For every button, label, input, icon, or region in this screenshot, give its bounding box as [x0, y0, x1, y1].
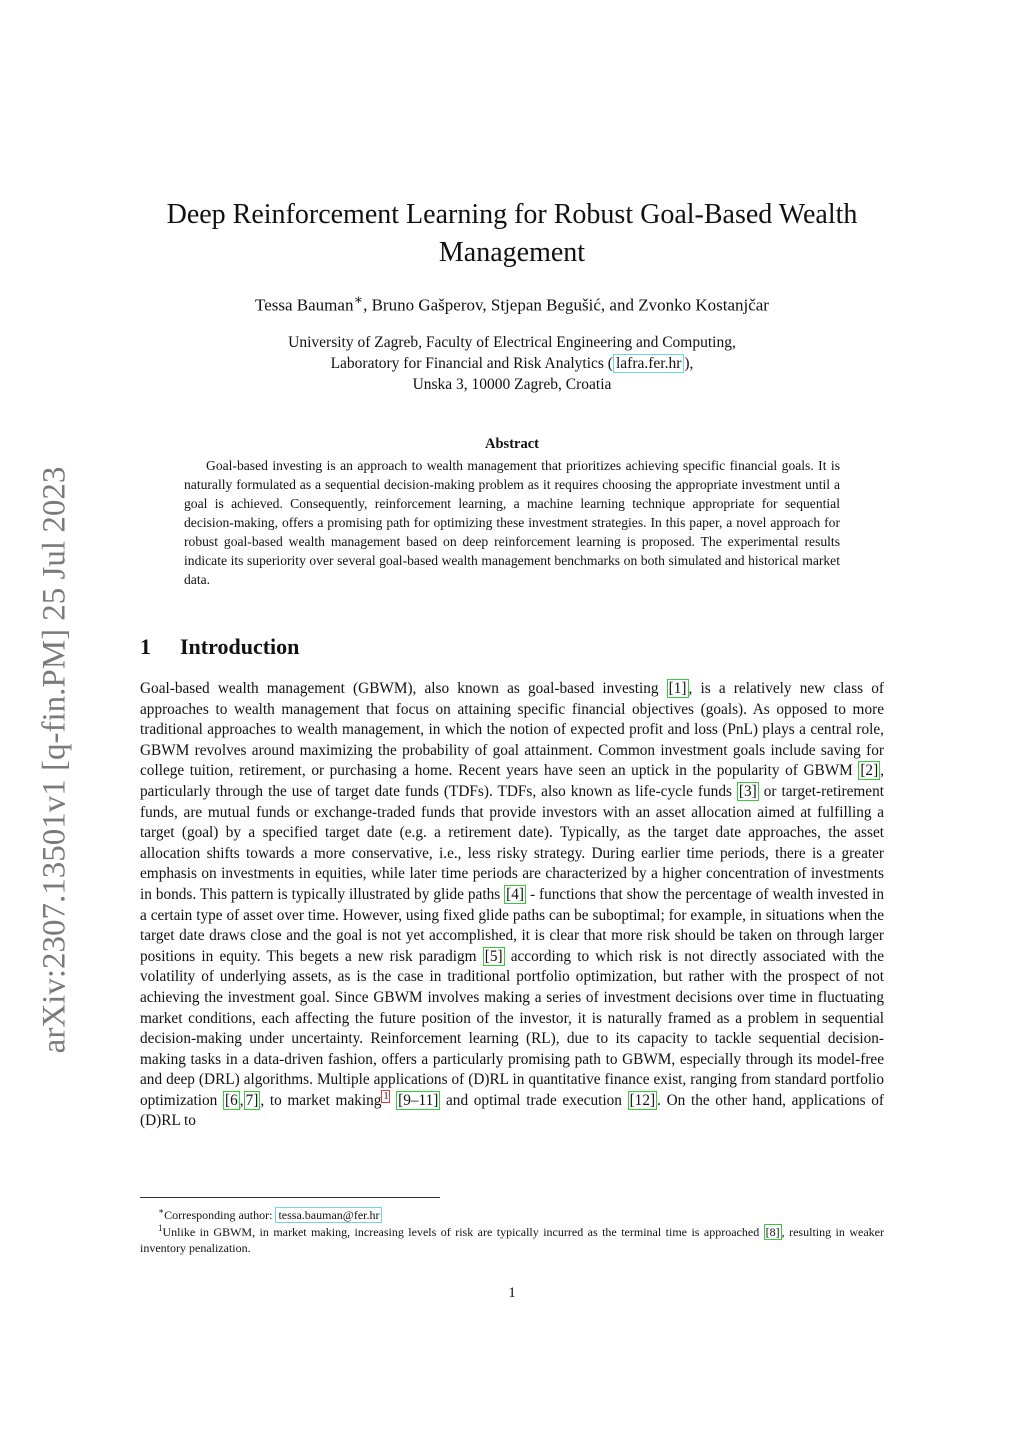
text-run: , particularly through the use of target date funds (TDFs). TDFs, also known as life-cycle funds: [140, 762, 884, 800]
affiliation-line-3: Unska 3, 10000 Zagreb, Croatia: [412, 376, 612, 393]
lab-website-link[interactable]: lafra.fer.hr: [613, 354, 684, 373]
citation-link[interactable]: [1]: [668, 680, 687, 697]
text-run: - functions that show the percentage of wealth invested in a certain type of asset over time. However, using fixed glide paths can be suboptimal; for example, in situations when the target date draws close and the goal is not yet accomplished, it is clear that more risk should be taken on through larger positions in equity. This begets a new risk paradigm: [140, 885, 884, 965]
citation-link[interactable]: 7]: [245, 1091, 259, 1109]
affiliation-line-1: University of Zagreb, Faculty of Electrical Engineering and Computing,: [288, 334, 736, 351]
text-run: ,: [239, 1091, 244, 1109]
footnote-divider: [140, 1197, 440, 1198]
footnote-link[interactable]: 1: [383, 1090, 389, 1102]
page-number: 1: [508, 1285, 516, 1301]
text-run: according to which risk is not directly associated with the volatility of underlying assets, as is the case in traditional portfolio optimization, but rather with the prospect of not achieving the investment goal. Since GBWM involves making a series of investment decisions over time in fluctuating market conditions, each affecting the future position of the investor, it is naturally framed as a problem in sequential decision-making under uncertainty. Reinforcement learning (RL), due to its capacity to tackle sequential decision-making tasks in a data-driven fashion, offers a particularly promising path to GBWM, especially through its model-free and deep (DRL) algorithms. Multiple applications of (D)RL in quantitative finance exist, ranging from standard portfolio optimization: [140, 947, 884, 1109]
abstract-text: Goal-based investing is an approach to wealth management that prioritizes achieving specific financial goals. It is naturally formulated as a sequential decision-making problem as it requires choosing the appropriate investment until a goal is achieved. Consequently, reinforcement learning, a machine learning technique appropriate for sequential decision-making, offers a promising path for optimizing these investment strategies. In this paper, a novel approach for robust goal-based wealth management based on deep reinforcement learning is proposed. The experimental results indicate its superiority over several goal-based wealth management benchmarks on both simulated and historical market data.: [184, 458, 840, 587]
paper-title: Deep Reinforcement Learning for Robust Goal-Based Wealth Management: [166, 199, 858, 268]
affiliation-punct: ),: [684, 355, 694, 372]
footnote-1: [140, 1220, 884, 1256]
introduction-paragraph: [140, 679, 884, 1132]
citation-link[interactable]: [8]: [765, 1225, 780, 1239]
citation-link[interactable]: [3]: [738, 782, 757, 800]
citation-link[interactable]: [2]: [860, 762, 879, 780]
section-number: 1: [140, 634, 151, 659]
text-run: or target-retirement funds, are mutual funds or exchange-traded funds that provide investors with an asset allocation aimed at fulfilling a target (goal) by a specified target date (e.g. a retirement date). Typically, as the target date approaches, the asset allocation shifts towards a more conservative, i.e., less risky strategy. During earlier time periods, there is a greater emphasis on investments in equities, while later time periods are characterized by a higher concentration of investments in bonds. This pattern is typically illustrated by glide paths: [140, 782, 884, 903]
footnote-text: Unlike in GBWM, in market making, increasing levels of risk are typically incurred as the terminal time is approached: [162, 1225, 764, 1239]
affiliation-lab: Laboratory for Financial and Risk Analytics (: [330, 355, 613, 372]
affiliation-line-2: [140, 353, 884, 374]
author-name: Tessa Bauman: [255, 295, 354, 315]
other-authors: , Bruno Gašperov, Stjepan Begušić, and Zvonko Kostanjčar: [363, 295, 769, 315]
footnote-mark: ∗: [158, 1206, 165, 1216]
text-run: , is a relatively new class of approaches to wealth management that focus on attaining specific financial objectives (goals). As opposed to more traditional approaches to wealth management, in which the notion of expected profit and loss (PnL) plays a central role, GBWM revolves around maximizing the probability of goal attainment. Common investment goals include saving for college tuition, retirement, or purchasing a home. Recent years have seen an uptick in the popularity of GBWM: [140, 680, 884, 780]
citation-link[interactable]: [5]: [484, 947, 503, 965]
arxiv-identifier: arXiv:2307.13501v1 [q-fin.PM] 25 Jul 2023: [36, 466, 73, 1054]
footnote-text: , resulting in weaker inventory penalization.: [140, 1225, 884, 1255]
affiliation: [140, 332, 884, 395]
citation-link[interactable]: [6: [225, 1091, 238, 1109]
citation-link[interactable]: [12]: [629, 1091, 656, 1109]
section-heading: [140, 634, 299, 660]
author-list: [140, 292, 884, 316]
footnote-mark: 1: [158, 1223, 163, 1233]
citation-link[interactable]: [4]: [506, 885, 524, 903]
text-run: , to market making: [260, 1091, 382, 1109]
footnote-text: Corresponding author:: [164, 1208, 276, 1222]
email-link[interactable]: tessa.bauman@fer.hr: [275, 1207, 382, 1223]
text-run: and optimal trade execution: [440, 1091, 628, 1109]
section-title: Introduction: [180, 634, 300, 659]
text-run: . On the other hand, applications of (D)RL to: [140, 1091, 884, 1130]
abstract-heading: Abstract: [485, 436, 539, 452]
corresponding-author-mark[interactable]: ∗: [353, 292, 364, 308]
text-run: Goal-based wealth management (GBWM), also known as goal-based investing: [140, 680, 667, 697]
citation-link[interactable]: [9–11]: [398, 1091, 439, 1109]
